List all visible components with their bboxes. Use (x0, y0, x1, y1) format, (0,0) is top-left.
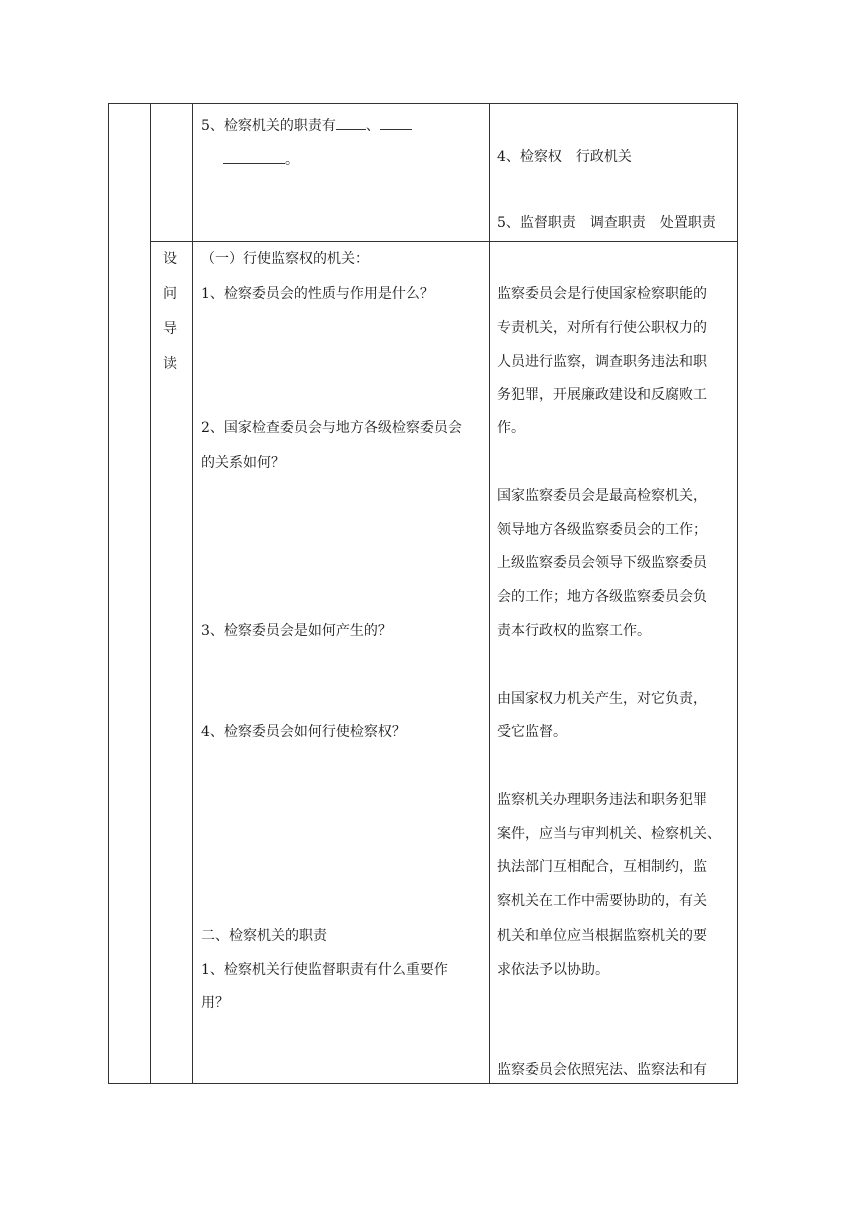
lesson-table (108, 103, 738, 1084)
question-5: 5、检察机关的职责有 、 (201, 114, 412, 136)
right-line: 由国家权力机关产生，对它负责， (497, 691, 707, 707)
column-divider-3 (489, 104, 490, 1083)
left-line: 1、检察机关行使监督职责有什么重要作 (201, 962, 448, 978)
left-line: 4、检察委员会如何行使检察权？ (201, 724, 406, 740)
right-line: 求依法予以协助。 (497, 962, 609, 978)
right-line: 务犯罪，开展廉政建设和反腐败工 (497, 387, 707, 403)
fill-blank-2 (380, 114, 412, 130)
right-line: 作。 (497, 420, 525, 436)
right-line: 受它监督。 (497, 724, 567, 740)
right-line: 监察机关办理职务违法和职务犯罪 (497, 792, 707, 808)
section-label: 设 问 导 读 (163, 251, 177, 372)
right-line: 上级监察委员会领导下级监察委员 (497, 555, 707, 571)
right-line: 监察委员会是行使国家检察职能的 (497, 286, 707, 302)
left-line: 二、检察机关的职责 (201, 928, 327, 944)
column-divider-1 (150, 104, 151, 1083)
row-divider (150, 241, 737, 242)
right-line: 国家监察委员会是最高检察机关， (497, 488, 707, 504)
question-5-continued: 。 (223, 148, 299, 170)
right-line: 领导地方各级监察委员会的工作； (497, 522, 707, 538)
left-line: 1、检察委员会的性质与作用是什么？ (201, 286, 434, 302)
right-line: 机关和单位应当根据监察机关的要 (497, 928, 707, 944)
right-line: 案件，应当与审判机关、检察机关、 (497, 826, 721, 842)
left-line: 的关系如何？ (201, 455, 285, 471)
right-line: 监察委员会依照宪法、监察法和有 (497, 1062, 707, 1078)
fill-blank-3 (223, 148, 285, 164)
right-line: 会的工作；地方各级监察委员会负 (497, 589, 707, 605)
right-line: 专责机关，对所有行使公职权力的 (497, 320, 707, 336)
fill-blank-1 (336, 114, 366, 130)
right-line: 察机关在工作中需要协助的，有关 (497, 893, 707, 909)
answer-5: 5、监督职责 调查职责 处置职责 (497, 215, 716, 231)
answer-4: 4、检察权 行政机关 (497, 149, 632, 165)
right-line: 执法部门互相配合，互相制约，监 (497, 859, 707, 875)
column-divider-2 (192, 104, 193, 1083)
right-line: 责本行政权的监察工作。 (497, 623, 651, 639)
left-line: 3、检察委员会是如何产生的？ (201, 623, 392, 639)
left-line: （一）行使监察权的机关： (201, 251, 369, 267)
right-line: 人员进行监察，调查职务违法和职 (497, 354, 707, 370)
left-line: 2、国家检查委员会与地方各级检察委员会 (201, 420, 462, 436)
left-line: 用？ (201, 995, 229, 1011)
